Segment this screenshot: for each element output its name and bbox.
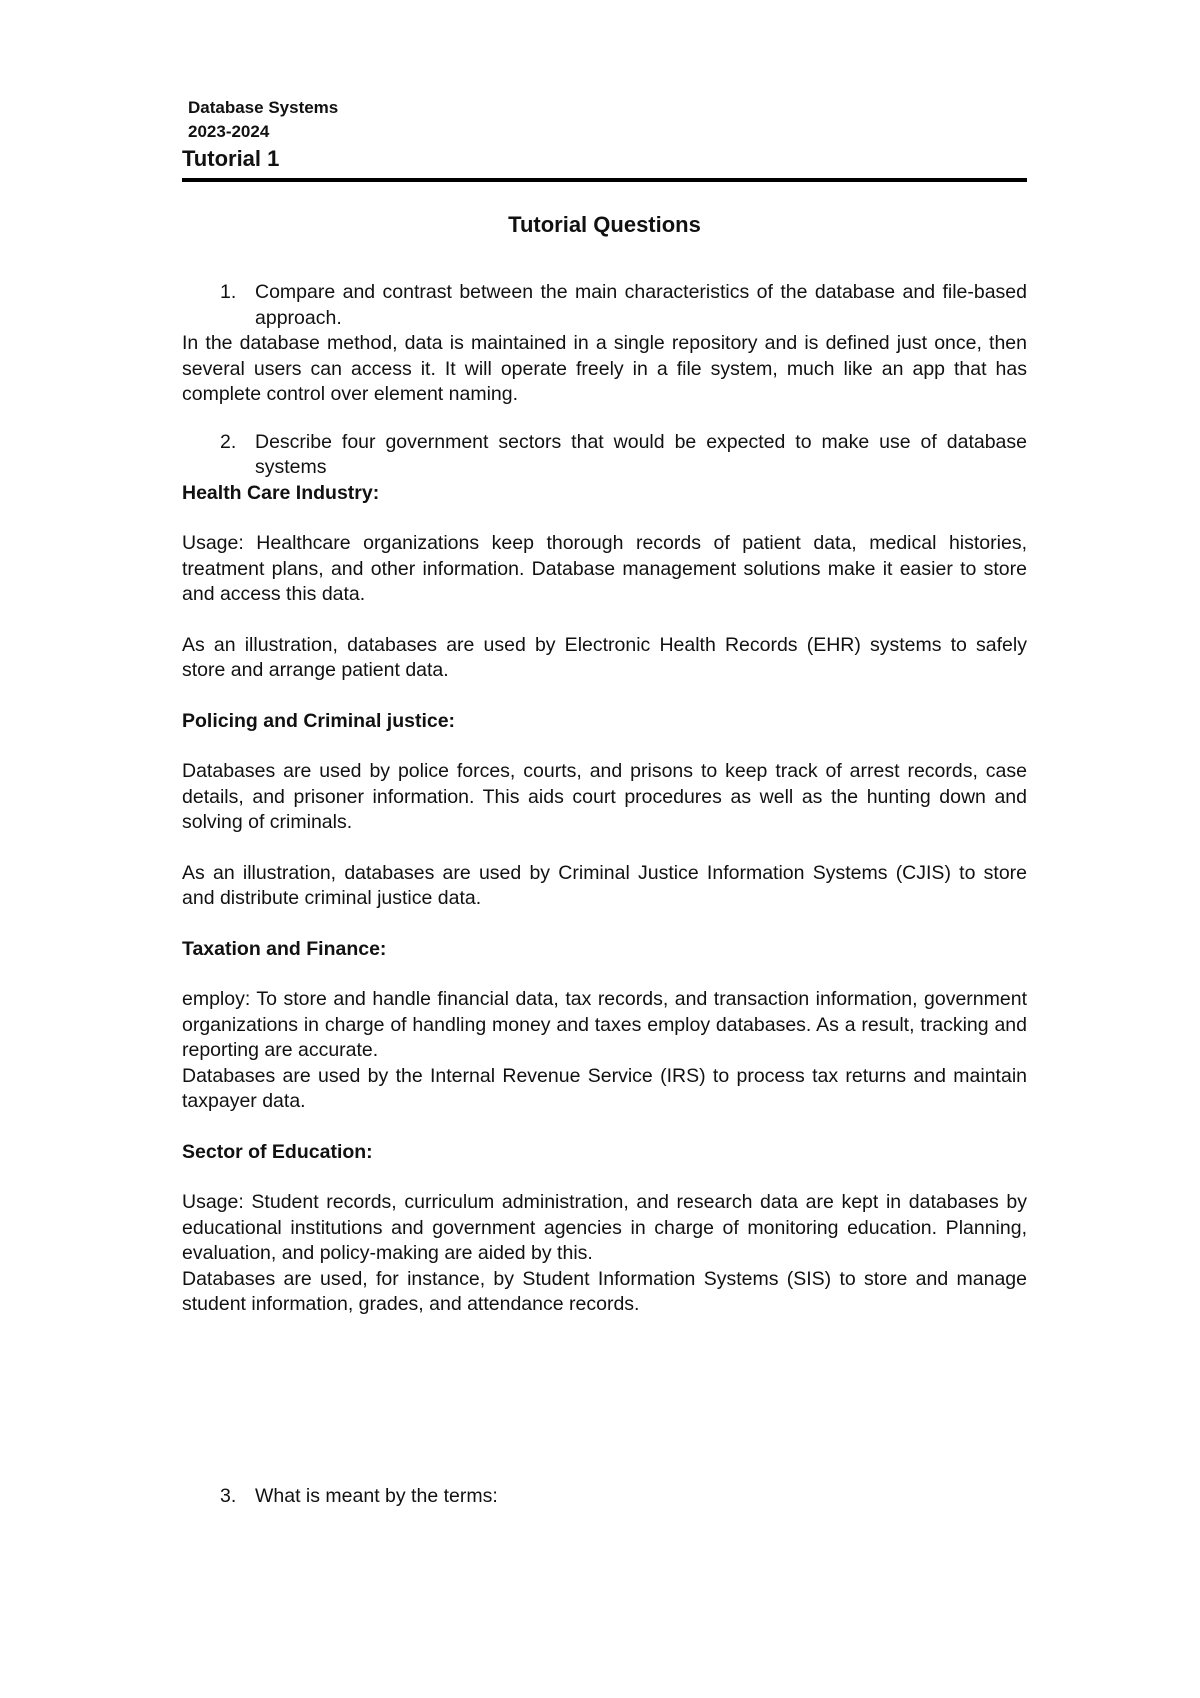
question-number: 1.	[220, 281, 237, 303]
sector-heading-health-care: Health Care Industry:	[182, 481, 380, 504]
tutorial-title: Tutorial 1	[182, 146, 280, 171]
answer-1: In the database method, data is maintained in a single repository and is defined just once, then several users can access it. It will operate freely in a file system, much like an app that has complete control over element naming.	[182, 332, 1027, 405]
question-number: 3.	[220, 1484, 237, 1507]
academic-year: 2023-2024	[188, 122, 270, 141]
question-2	[182, 430, 1027, 481]
document-page	[182, 96, 1027, 1509]
header-divider	[182, 178, 1027, 182]
sector-heading-education: Sector of Education:	[182, 1140, 373, 1163]
question-text: What is meant by the terms:	[255, 1484, 498, 1507]
sector-paragraph: employ: To store and handle financial data, tax records, and transaction information, government organizations in charge of handling money and taxes employ databases. As a result, tracking and reporting are accurate.	[182, 988, 1027, 1061]
sector-paragraph: Usage: Healthcare organizations keep thorough records of patient data, medical histories, treatment plans, and other information. Database management solutions make it easier to store and access this data.	[182, 532, 1027, 605]
course-name: Database Systems	[188, 98, 339, 117]
sector-heading-policing: Policing and Criminal justice:	[182, 709, 456, 732]
sector-paragraph: Usage: Student records, curriculum administration, and research data are kept in databases by educational institutions and government agencies in charge of monitoring education. Planning, evaluation, and policy-making are aided by this.	[182, 1191, 1027, 1264]
sector-paragraph: As an illustration, databases are used by Criminal Justice Information Systems (CJIS) to store and distribute criminal justice data.	[182, 861, 1027, 909]
question-text: Compare and contrast between the main characteristics of the database and file-based approach.	[255, 281, 1027, 329]
question-3	[182, 1484, 1027, 1510]
sector-heading-taxation: Taxation and Finance:	[182, 937, 387, 960]
section-title: Tutorial Questions	[508, 212, 701, 237]
sector-paragraph: As an illustration, databases are used by Electronic Health Records (EHR) systems to safely store and arrange patient data.	[182, 633, 1027, 681]
question-text: Describe four government sectors that would be expected to make use of database systems	[255, 430, 1027, 478]
sector-paragraph: Databases are used by the Internal Revenue Service (IRS) to process tax returns and maintain taxpayer data.	[182, 1064, 1027, 1112]
sector-paragraph: Databases are used, for instance, by Student Information Systems (SIS) to store and manage student information, grades, and attendance records.	[182, 1267, 1027, 1315]
question-number: 2.	[220, 430, 237, 453]
sector-paragraph: Databases are used by police forces, courts, and prisons to keep track of arrest records, case details, and prisoner information. This aids court procedures as well as the hunting down and solving of criminals.	[182, 760, 1027, 833]
question-1	[182, 280, 1027, 331]
